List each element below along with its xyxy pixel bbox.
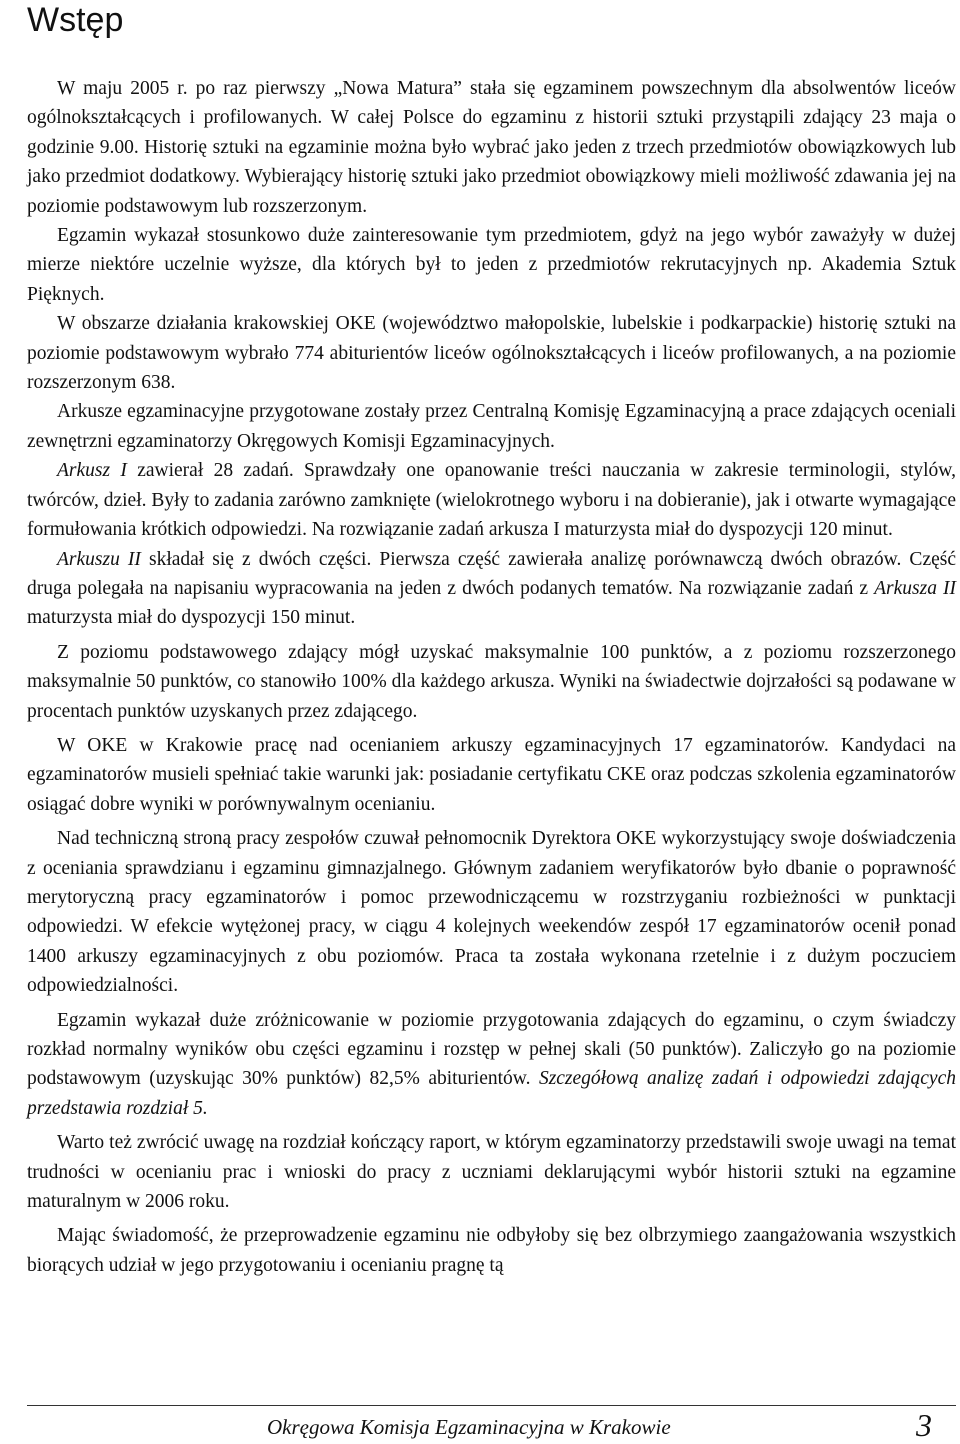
paragraph-3: W obszarze działania krakowskiej OKE (województwo małopolskie, lubelskie i podkarpackie) historię sztuki na poziomie podstawowym wybrało 774 abiturientów liceów ogólnokształcących i liceów profilowanych, a na poziomie rozszerzonym 638. xyxy=(27,313,956,394)
footer-institution: Okręgowa Komisja Egzaminacyjna w Krakowie xyxy=(267,1415,671,1439)
paragraph-10: Egzamin wykazał duże zróżnicowanie w poziomie przygotowania zdających do egzaminu, o czym świadczy rozkład normalny wyników obu części egzaminu i rozstęp w pełnej skali (50 punktów). Zaliczyło go na poziomie podstawowym (uzyskując 30% punktów) 82,5% abiturientów. Szczegółową analizę zadań i odpowiedzi zdających przedstawia rozdział 5. xyxy=(27,1009,956,1119)
paragraph-2: Egzamin wykazał stosunkowo duże zainteresowanie tym przedmiotem, gdyż na jego wybór zaważyły w dużej mierze niektóre uczelnie wyższe, dla których był to jeden z przedmiotów rekrutacyjnych np. Akademia Sztuk Pięknych. xyxy=(27,225,956,305)
page-number: 3 xyxy=(916,1407,932,1443)
footer-divider xyxy=(27,1405,956,1406)
paragraph-7: Z poziomu podstawowego zdający mógł uzyskać maksymalnie 100 punktów, a z poziomu rozszerzonego maksymalnie 50 punktów, co stanowiło 100% dla każdego arkusza. Wyniki na świadectwie dojrzałości są podawane w procentach punktów uzyskanych przez zdającego. xyxy=(27,641,956,722)
document-body xyxy=(27,74,956,1280)
paragraph-1: W maju 2005 r. po raz pierwszy „Nowa Matura” stała się egzaminem powszechnym dla absolwentów liceów ogólnokształcących i profilowanych. W całej Polsce do egzaminu z historii sztuki przystąpili zdający 23 maja o godzinie 9.00. Historię sztuki na egzaminie można było wybrać jako jeden z trzech przedmiotów obowiązkowych lub jako przedmiot dodatkowy. Wybierający historię sztuki jako przedmiot obowiązkowy mieli możliwość zdawania jej na poziomie podstawowym lub rozszerzonym. xyxy=(27,78,956,217)
paragraph-12: Mając świadomość, że przeprowadzenie egzaminu nie odbyłoby się bez olbrzymiego zaangażowania wszystkich biorących udział w jego przygotowaniu i ocenianiu pragnę tą xyxy=(27,1225,956,1276)
paragraph-4: Arkusze egzaminacyjne przygotowane zostały przez Centralną Komisję Egzaminacyjną a prace zdających oceniali zewnętrzni egzaminatorzy Okręgowych Komisji Egzaminacyjnych. xyxy=(27,401,956,452)
paragraph-5: Arkusz I zawierał 28 zadań. Sprawdzały one opanowanie treści nauczania w zakresie terminologii, stylów, twórców, dzieł. Były to zadania zarówno zamknięte (wielokrotnego wyboru i na dobieranie), jak i otwarte wymagające formułowania krótkich odpowiedzi. Na rozwiązanie zadań arkusza I maturzysta miał do dyspozycji 120 minut. xyxy=(27,460,956,541)
page-title: Wstęp xyxy=(27,1,124,39)
paragraph-11: Warto też zwrócić uwagę na rozdział kończący raport, w którym egzaminatorzy przedstawili swoje uwagi na temat trudności w ocenianiu prac i wnioski do pracy z uczniami deklarującymi wybór historii sztuki na egzamine maturalnym w 2006 roku. xyxy=(27,1132,956,1213)
paragraph-6: Arkuszu II składał się z dwóch części. Pierwsza część zawierała analizę porównawczą dwóch obrazów. Część druga polegała na napisaniu wypracowania na jeden z dwóch podanych tematów. Na rozwiązanie zadań z Arkusza II maturzysta miał do dyspozycji 150 minut. xyxy=(27,548,956,629)
paragraph-9: Nad techniczną stroną pracy zespołów czuwał pełnomocnik Dyrektora OKE wykorzystujący swoje doświadczenia z oceniania sprawdzianu i egzaminu gimnazjalnego. Głównym zadaniem weryfikatorów było dbanie o poprawność merytoryczną pracy egzaminatorów i pomoc przewodniczącemu w rozstrzyganiu rozbieżności w punktacji odpowiedzi. W efekcie wytężonej pracy, w ciągu 4 kolejnych weekendów zespół 17 egzaminatorów ocenił ponad 1400 arkuszy egzaminacyjnych z obu poziomów. Praca ta została wykonana rzetelnie i z dużym poczuciem odpowiedzialności. xyxy=(27,828,956,997)
paragraph-8: W OKE w Krakowie pracę nad ocenianiem arkuszy egzaminacyjnych 17 egzaminatorów. Kandydaci na egzaminatorów musieli spełniać takie warunki jak: posiadanie certyfikatu CKE oraz podczas szkolenia egzaminatorów osiągać dobre wyniki w porównywalnym ocenianiu. xyxy=(27,734,956,815)
